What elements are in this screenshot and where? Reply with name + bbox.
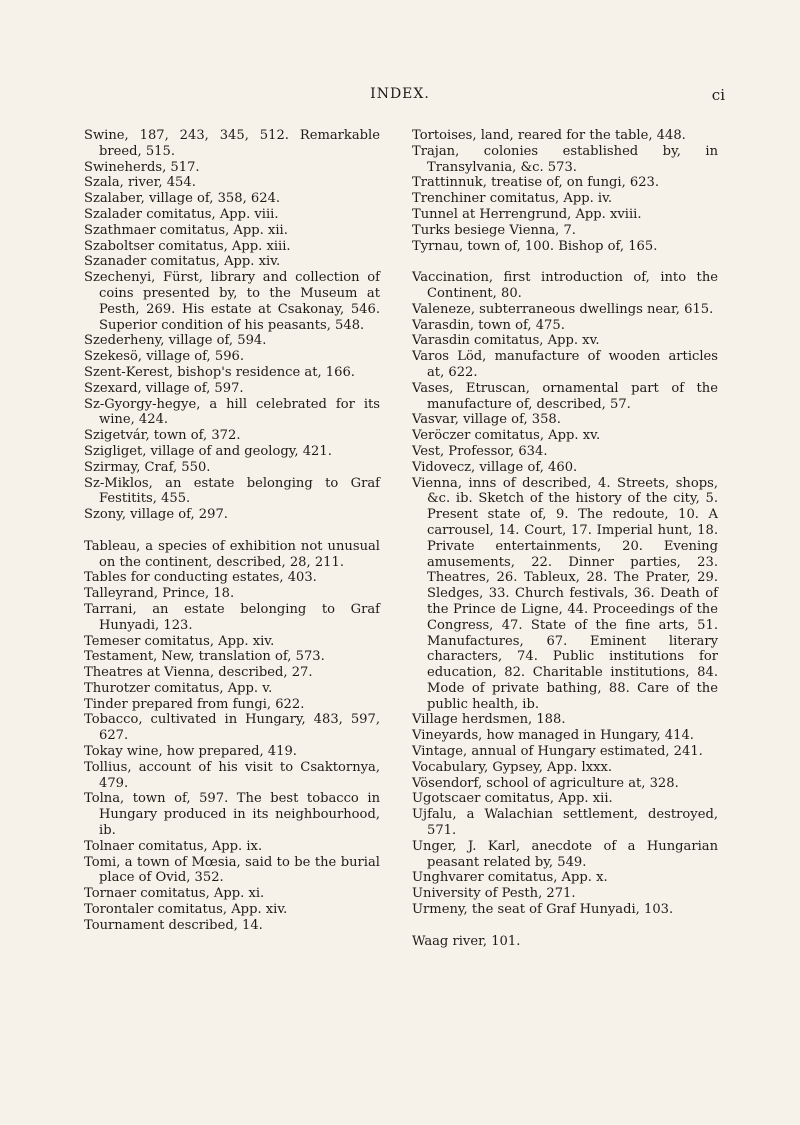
index-entry: Veröczer comitatus, App. xv. [412, 428, 601, 444]
index-entry: Turks besiege Vienna, 7. [412, 222, 576, 238]
section-sz [84, 128, 380, 523]
index-entry: Vases, Etruscan, ornamental part of the manufacture of, described, 57. [412, 380, 718, 412]
section-gap [412, 254, 718, 270]
index-entry: Trattinnuk, treatise of, on fungi, 623. [412, 175, 660, 191]
index-entry: Szaboltser comitatus, App. xiii. [84, 238, 291, 254]
index-entry: Szirmay, Craf, 550. [84, 459, 211, 475]
index-entry: Temeser comitatus, App. xiv. [84, 633, 275, 649]
running-head [0, 86, 800, 110]
index-entry: Tornaer comitatus, App. xi. [84, 886, 265, 902]
index-entry: Szechenyi, Fürst, library and collection of coins presented by, to the Museum at Pesth, 269. His estate at Csakonay, 546. Superior condition of his peasants, 548. [84, 270, 380, 333]
index-entry: Tarrani, an estate belonging to Graf Hunyadi, 123. [84, 601, 380, 633]
index-entry: Szalader comitatus, App. viii. [84, 206, 279, 222]
index-entry: Tokay wine, how prepared, 419. [84, 744, 297, 760]
index-entry: Tobacco, cultivated in Hungary, 483, 597, 627. [84, 712, 380, 744]
index-entry: Waag river, 101. [412, 933, 521, 949]
index-entry: Szent-Kerest, bishop's residence at, 166. [84, 364, 355, 380]
section-gap [412, 918, 718, 934]
index-entry: Szekesö, village of, 596. [84, 349, 245, 365]
index-entry: Tinder prepared from fungi, 622. [84, 696, 305, 712]
index-entry: Tableau, a species of exhibition not unusual on the continent, described, 28, 211. [84, 538, 380, 570]
index-entry: University of Pesth, 271. [412, 886, 576, 902]
left-column [84, 128, 380, 934]
index-entry: Trajan, colonies established by, in Transylvania, &c. 573. [412, 143, 718, 175]
section-v-u [412, 270, 718, 918]
index-entry: Szalaber, village of, 358, 624. [84, 191, 281, 207]
index-entry: Valeneze, subterraneous dwellings near, 615. [412, 301, 714, 317]
index-entry: Talleyrand, Prince, 18. [84, 586, 235, 602]
index-entry: Tolnaer comitatus, App. ix. [84, 838, 263, 854]
index-entry: Swineherds, 517. [84, 159, 200, 175]
index-entry: Varasdin, town of, 475. [412, 317, 565, 333]
section-t [84, 539, 380, 934]
index-entry: Szigliget, village of and geology, 421. [84, 443, 332, 459]
index-entry: Tolna, town of, 597. The best tobacco in Hungary produced in its neighbourhood, ib. [84, 791, 380, 839]
index-entry: Theatres at Vienna, described, 27. [84, 665, 313, 681]
right-column [412, 128, 718, 949]
index-entry: Unger, J. Karl, anecdote of a Hungarian peasant related by, 549. [412, 838, 718, 870]
index-entry: Varos Löd, manufacture of wooden articles at, 622. [412, 349, 718, 380]
index-entry: Trenchiner comitatus, App. iv. [412, 191, 613, 207]
index-entry: Torontaler comitatus, App. xiv. [84, 902, 288, 918]
index-entry: Szony, village of, 297. [84, 507, 228, 523]
index-entry: Vösendorf, school of agriculture at, 328. [412, 775, 679, 791]
index-entry: Szathmaer comitatus, App. xii. [84, 222, 288, 238]
index-entry: Vidovecz, village of, 460. [412, 459, 578, 475]
index-entry: Szala, river, 454. [84, 175, 196, 191]
index-entry: Testament, New, translation of, 573. [84, 649, 325, 665]
index-entry: Vintage, annual of Hungary estimated, 241. [412, 744, 703, 760]
index-entry: Szanader comitatus, App. xiv. [84, 254, 281, 270]
index-entry: Szederheny, village of, 594. [84, 333, 267, 349]
index-entry: Vest, Professor, 634. [412, 443, 548, 459]
index-entry: Tunnel at Herrengrund, App. xviii. [412, 206, 642, 222]
page-title: INDEX. [370, 86, 430, 102]
index-entry: Ujfalu, a Walachian settlement, destroyed, 571. [412, 807, 718, 839]
index-entry: Tollius, account of his visit to Csaktornya, 479. [84, 759, 380, 791]
index-entry: Tournament described, 14. [84, 917, 263, 933]
index-entry: Tables for conducting estates, 403. [84, 570, 317, 586]
index-entry: Varasdin comitatus, App. xv. [412, 333, 600, 349]
index-entry: Thurotzer comitatus, App. v. [84, 680, 273, 696]
index-entry: Vasvar, village of, 358. [412, 412, 561, 428]
index-entry: Vineyards, how managed in Hungary, 414. [412, 728, 694, 744]
page-number: ci [711, 86, 725, 104]
index-entry: Tortoises, land, reared for the table, 448. [412, 128, 686, 143]
index-entry: Sz-Miklos, an estate belonging to Graf Festitits, 455. [84, 475, 380, 507]
index-entry: Swine, 187, 243, 345, 512. Remarkable breed, 515. [84, 128, 380, 159]
index-entry: Urmeny, the seat of Graf Hunyadi, 103. [412, 902, 674, 918]
index-entry: Vaccination, first introduction of, into the Continent, 80. [412, 270, 718, 301]
index-entry: Vocabulary, Gypsey, App. lxxx. [412, 759, 613, 775]
index-entry: Tyrnau, town of, 100. Bishop of, 165. [412, 238, 658, 254]
index-entry: Unghvarer comitatus, App. x. [412, 870, 608, 886]
index-entry: Sz-Gyorgy-hegye, a hill celebrated for its wine, 424. [84, 396, 380, 428]
index-entry: Ugotscaer comitatus, App. xii. [412, 791, 613, 807]
index-entry: Szigetvár, town of, 372. [84, 428, 241, 444]
section-t-continued [412, 128, 718, 254]
index-entry: Szexard, village of, 597. [84, 380, 244, 396]
index-entry: Vienna, inns of described, 4. Streets, shops, &c. ib. Sketch of the history of the city, 5. Present state of, 9. The redoute, 10. A carrousel, 14. Court, 17. Imperial hunt, 18. Private entertainments, 20. Evening amusements, 22. Dinner parties, 23. Theatres, 26. Tableux, 28. The Prater, 29. Sledges, 33. Church festivals, 36. Death of the Prince de Ligne, 44. Proceedings of the Congress, 47. State of the fine arts, 51. Manufactures, 67. Eminent literary characters, 74. Public institutions for education, 82. Charitable institutions, 84. Mode of private bathing, 88. Care of the public health, ib. [412, 475, 718, 712]
index-entry: Village herdsmen, 188. [412, 712, 566, 728]
index-entry: Tomi, a town of Mœsia, said to be the burial place of Ovid, 352. [84, 854, 380, 886]
section-gap [84, 523, 380, 539]
section-w [412, 934, 718, 950]
